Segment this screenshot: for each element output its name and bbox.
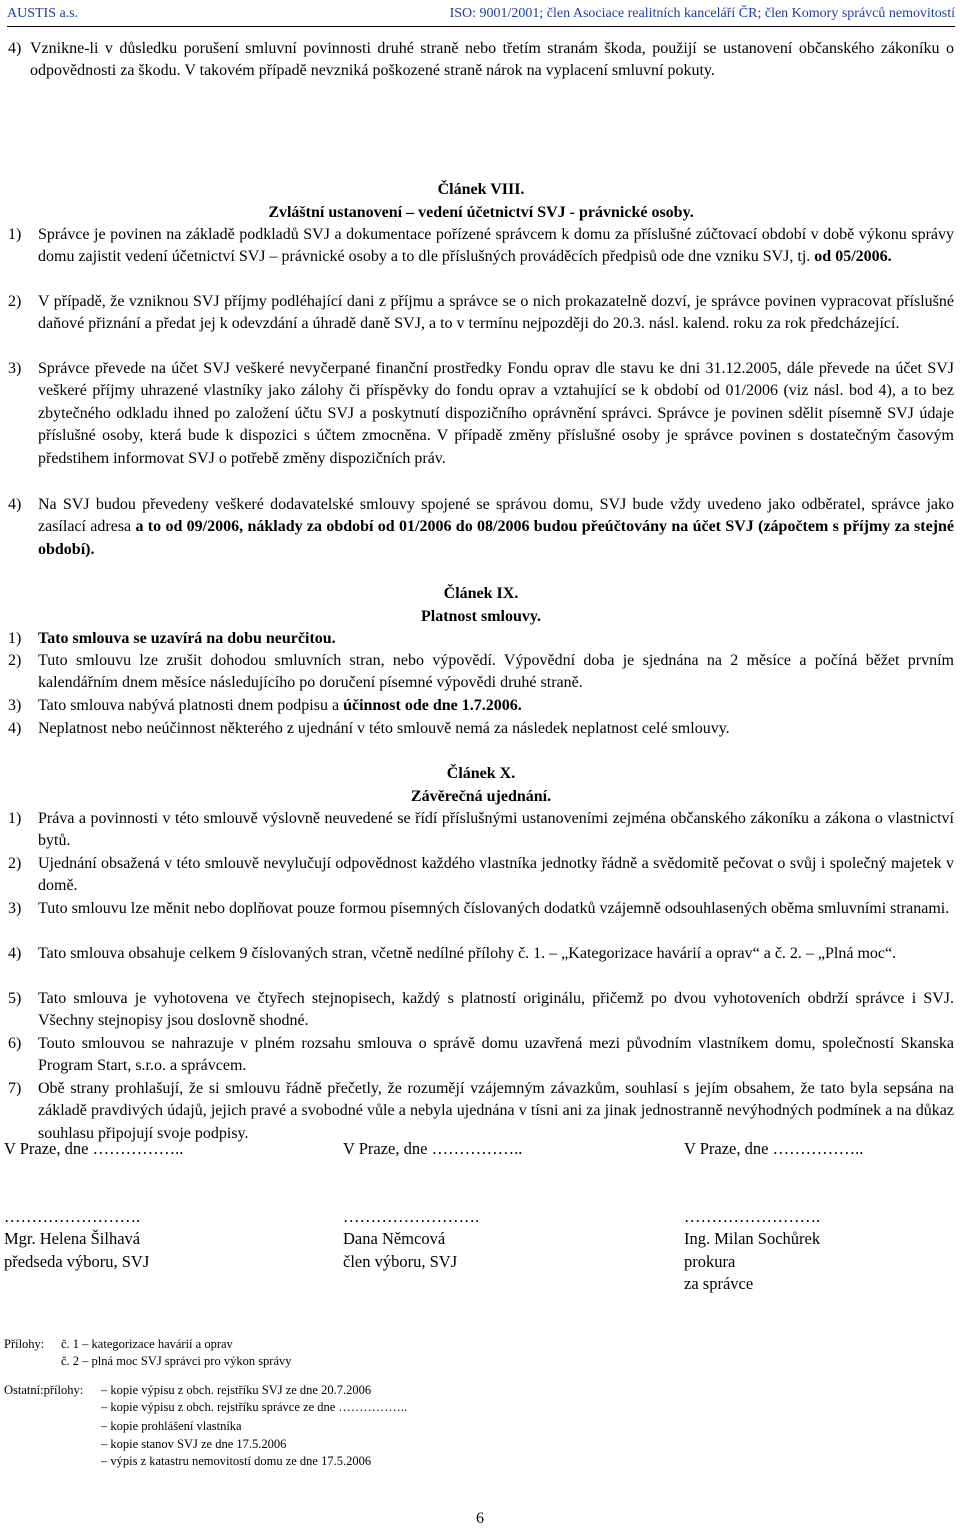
signatory-name: Dana Němcová [343,1229,446,1248]
other-attachments-label: Ostatní:přílohy: [4,1383,84,1397]
signatory-role: člen výboru, SVJ [343,1251,458,1271]
attachments-label: Přílohy: [4,1337,45,1351]
attachment-item: č. 1 – kategorizace havárií a oprav [61,1337,233,1351]
article-9-item-4: 4) Neplatnost nebo neúčinnost některého z ujednání v této smlouvě nemá za následek neplatnost celé smlouvy. [8,720,730,737]
article-9-subtitle: Platnost smlouvy. [420,608,541,625]
article-9-title: Článek IX. [443,585,519,602]
signatory-name: Ing. Milan Sochůrek [684,1229,821,1248]
article-10-subtitle: Závěrečná ujednání. [410,788,552,805]
signature-col-2 [343,1138,522,1273]
article-10-item-3: 3) Tuto smlouvu lze měnit nebo doplňovat pouze formou písemných číslovaných dodatků vzájemně odsouhlasených oběma smluvními stranami. [8,900,950,917]
signature-col-3 [684,1138,863,1296]
signature-dots: ……………………. [684,1206,821,1226]
article-10-item-7: 7) Obě strany prohlašují, že si smlouvu řádně přečetly, že rozumějí vzájemným závazkům, souhlasí s jejím obsahem, že tato byla sepsána na základě pravdivých údajů, jejich pravé a svobodné vůle a nebyla ujednána v tísni ani za jinak jednostranně nevýhodných podmínek a na důkaz souhlasu připojují svoje podpisy. [8,1080,954,1142]
attachment-item: č. 2 – plná moc SVJ správci pro výkon správy [61,1354,292,1368]
article-8-item-4: 4) Na SVJ budou převedeny veškeré dodavatelské smlouvy spojené se správou domu, SVJ bude vždy uvedeno jako odběratel, správce jako zasílací adresa a to od 09/2006, náklady za období od 01/2006 do 08/2006 budou přeúčtovány na účet SVJ (zápočtem s příjmy za stejné období). [8,496,955,558]
other-attachment-item: – kopie stanov SVJ ze dne 17.5.2006 [101,1437,287,1451]
article-8-item-1: 1) Správce je povinen na základě podkladů SVJ a dokumentace pořízené správcem k domu za příslušné zúčtovací období v době výkonu správy domu zajistit vedení účetnictví SVJ – právnické osoby a to dle příslušných prováděcích předpisů ode dne vzniku SVJ, tj. od 05/2006. [8,226,954,266]
company-name: AUSTIS a.s. [7,6,79,21]
signature-dots: ……………………. [4,1206,141,1226]
page-number: 6 [476,1510,484,1527]
item-text: Vznikne-li v důsledku porušení smluvní povinnosti druhé straně nebo třetím stranám škoda, použijí se ustanovení občanského zákoníku o odpovědnosti za škodu. V takovém případě nevzniká poškozené straně nárok na vyplacení smluvní pokuty. [30,40,954,80]
place-date-line: V Praze, dne …………….. [4,1139,184,1158]
page-header [7,4,955,27]
article-10-item-2: 2) Ujednání obsažená v této smlouvě nevylučují odpovědnost každého vlastníka jednotky řádně a svědomitě pečovat o svůj i společný majetek v domě. [8,855,954,895]
signatory-role: prokura [684,1251,736,1271]
article-9-item-2: 2) Tuto smlouvu lze zrušit dohodou smluvních stran, nebo výpovědí. Výpovědní doba je sjednána na 2 měsíce a počíná běžet prvním kalendářním dnem měsíce následujícího po doručení písemné výpovědi druhé straně. [8,652,954,692]
article-8-title: Článek VIII. [437,181,525,198]
place-date-line: V Praze, dne …………….. [343,1139,523,1158]
article-10-item-1: 1) Práva a povinnosti v této smlouvě výslovně neuvedené se řídí příslušnými ustanoveními zejména občanského zákoníku a zákona o vlastnictví bytů. [8,810,954,850]
signature-dots: ……………………. [343,1206,480,1226]
article-9-item-1: 1) Tato smlouva se uzavírá na dobu neurčitou. [8,630,336,647]
article-10-item-4: 4) Tato smlouva obsahuje celkem 9 číslovaných stran, včetně nedílné přílohy č. 1. – „Kategorizace havárií a oprav“ a č. 2. – „Plná moc“. [8,945,897,962]
article-8-item-3: 3) Správce převede na účet SVJ veškeré nevyčerpané finanční prostředky Fondu oprav dle stavu ke dni 31.12.2005, dále převede na účet SVJ veškeré příjmy uhrazené vlastníky jako zálohy či příspěvky do fondu oprav a vztahující se k období od 01/2006 (viz násl. bod 4), a to bez zbytečného odkladu ihned po založení účtu SVJ a poskytnutí dispozičního oprávnění správci. Správce je povinen sdělit písemně SVJ údaje příslušné osoby, která bude k dispozici s účtem zmocněna. V případě změny příslušné osoby je správce povinen s dostatečným časovým předstihem informovat SVJ o potřebě změny dispozičních práv. [8,360,954,467]
article-10-item-6: 6) Touto smlouvou se nahrazuje v plném rozsahu smlouva o správě domu uzavřená mezi původním vlastníkem domu, společností Skanska Program Start, s.r.o. a správcem. [8,1035,954,1075]
intro-paragraph [8,38,954,83]
article-8-item-2: 2) V případě, že vzniknou SVJ příjmy podléhající dani z příjmu a správce se o nich prokazatelně dozví, je správce povinen vypracovat příslušné daňové přiznání a předat jej k odevzdání a úhradě daně SVJ, a to v termínu nejpozději do 20.3. násl. kalend. roku za rok předcházející. [8,293,954,333]
other-attachment-item: – kopie výpisu z obch. rejstříku správce ze dne …………….. [101,1400,408,1414]
place-date-line: V Praze, dne …………….. [684,1139,864,1158]
other-attachment-item: – výpis z katastru nemovitostí domu ze dne 17.5.2006 [101,1454,372,1468]
article-9-item-3: 3) Tato smlouva nabývá platnosti dnem podpisu a účinnost ode dne 1.7.2006. [8,697,522,714]
item-number: 4) [8,40,22,57]
header-certifications: ISO: 9001/2001; člen Asociace realitních kanceláří ČR; člen Komory správců nemovitostí [449,6,955,21]
signatory-name: Mgr. Helena Šilhavá [4,1229,141,1248]
other-attachment-item: – kopie výpisu z obch. rejstříku SVJ ze dne 20.7.2006 [101,1383,372,1397]
signatory-role-2: za správce [684,1274,754,1293]
article-8-subtitle: Zvláštní ustanovení – vedení účetnictví SVJ - právnické osoby. [268,204,694,221]
article-10-title: Článek X. [446,765,516,782]
article-10-item-5: 5) Tato smlouva je vyhotovena ve čtyřech stejnopisech, každý s platností originálu, přičemž po dvou vyhotoveních obdrží správce i SVJ. Všechny stejnopisy jsou doslovně shodné. [8,990,954,1030]
other-attachment-item: – kopie prohlášení vlastníka [101,1419,242,1433]
signatory-role: předseda výboru, SVJ [4,1251,150,1271]
signature-col-1 [4,1138,183,1273]
